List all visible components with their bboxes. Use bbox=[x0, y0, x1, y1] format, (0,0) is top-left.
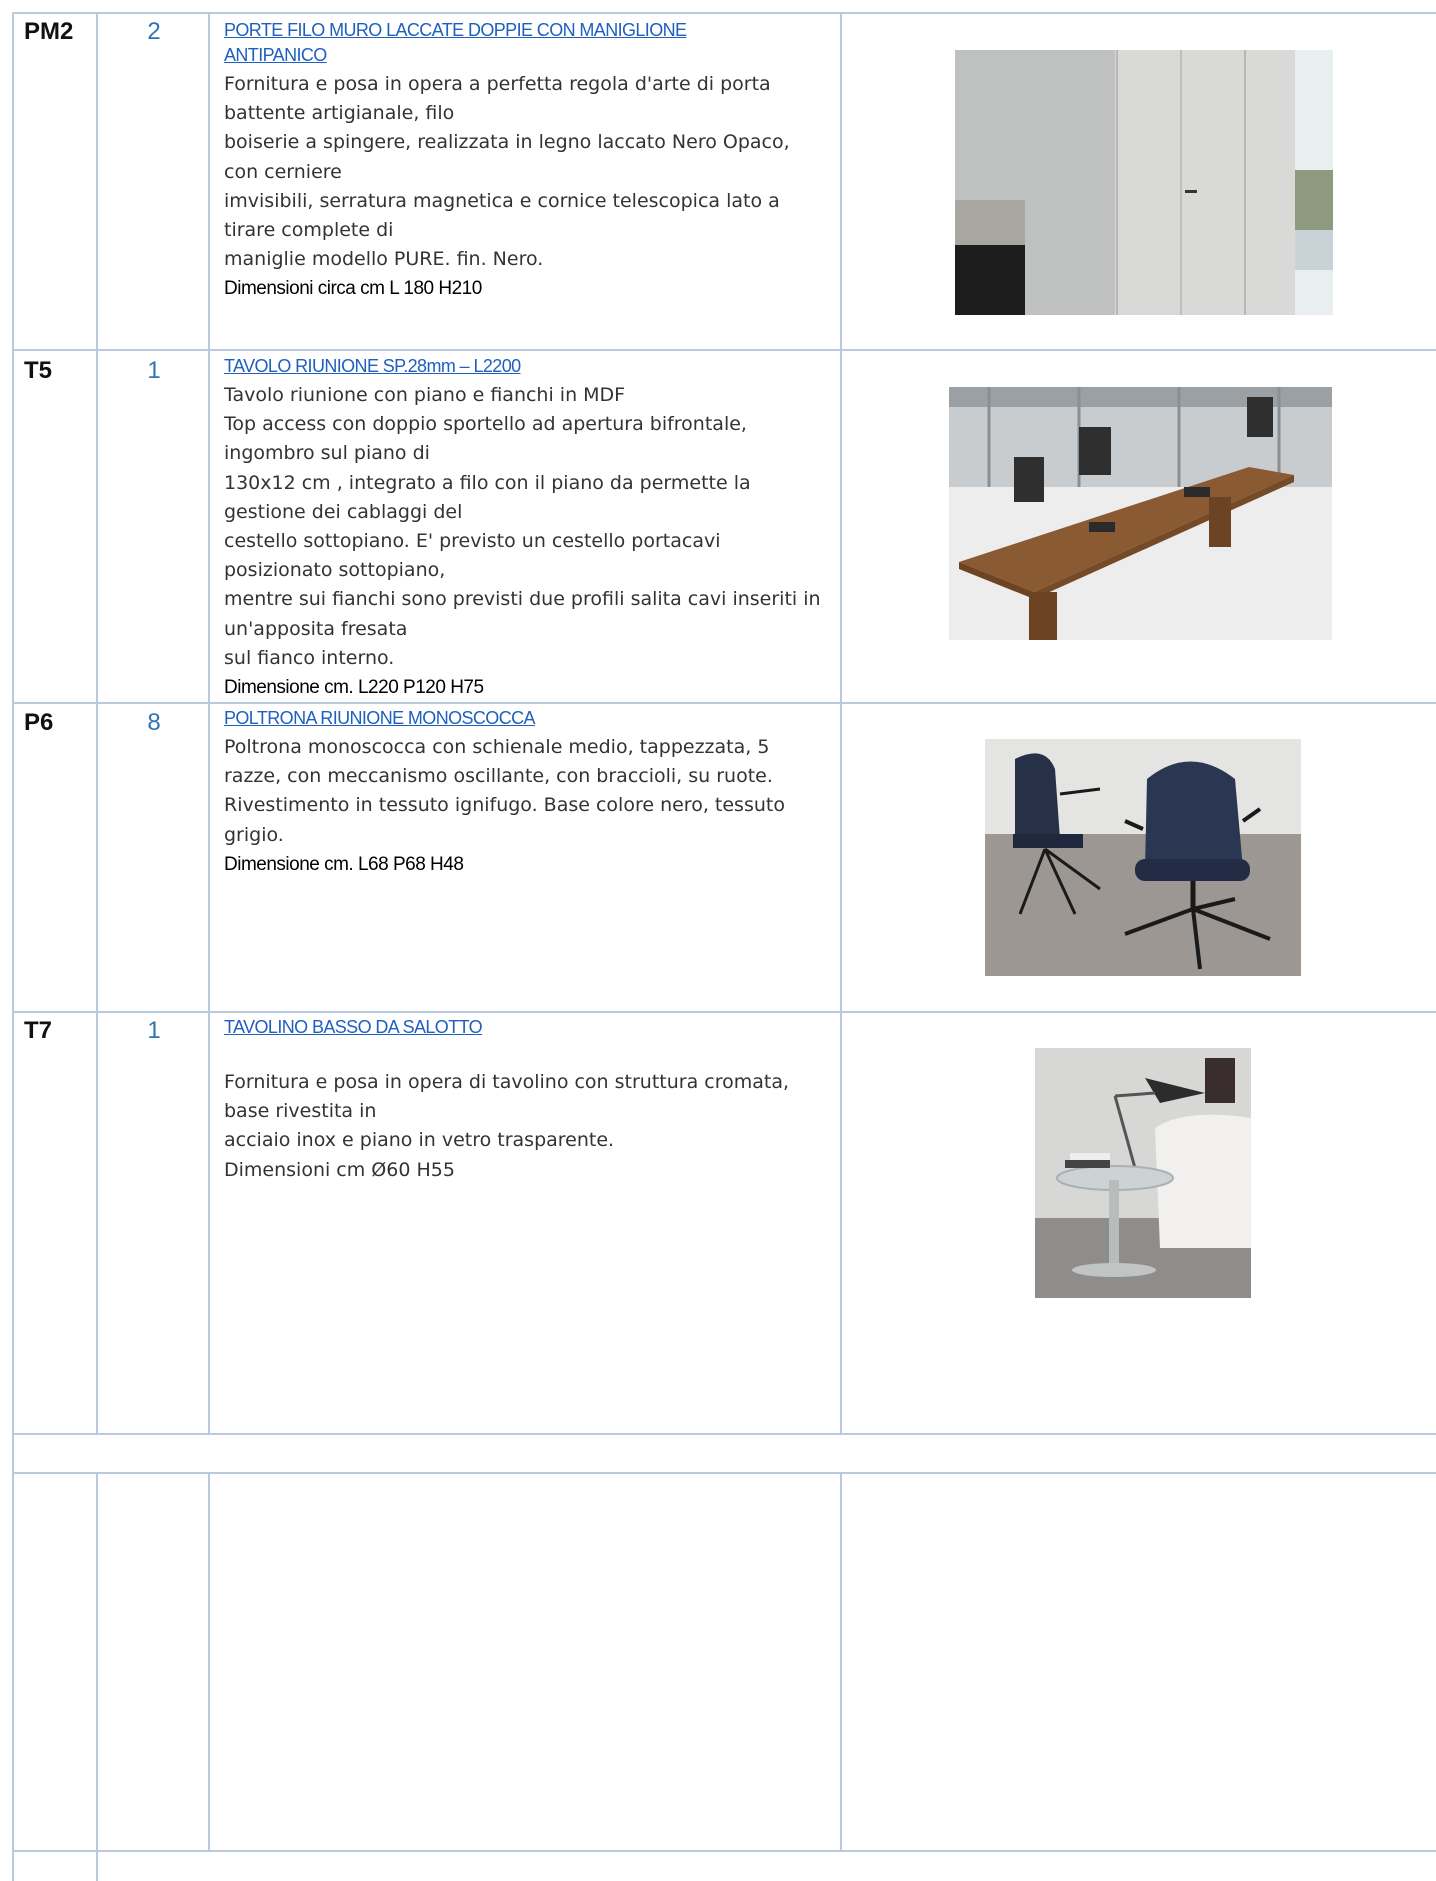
dimension-line: Dimensione cm. L220 P120 H75 bbox=[224, 677, 484, 699]
dimension-line: Dimensioni circa cm L 180 H210 bbox=[224, 278, 482, 300]
description-line: Tavolo riunione con piano e fianchi in MDF bbox=[224, 384, 626, 406]
coffee-table-photo bbox=[1035, 1048, 1251, 1298]
item-description bbox=[224, 1013, 824, 1185]
dimension-line: Dimensione cm. L68 P68 H48 bbox=[224, 853, 464, 875]
description-line: grigio. bbox=[224, 823, 284, 846]
blank-line bbox=[224, 1042, 824, 1068]
item-description bbox=[224, 704, 824, 879]
description-line: acciaio inox e piano in vetro trasparente. bbox=[224, 1129, 615, 1152]
description-line: Dimensioni cm Ø60 H55 bbox=[224, 1158, 455, 1181]
row-divider bbox=[12, 1433, 1436, 1435]
meeting-table-photo bbox=[949, 387, 1332, 640]
description-line: cestello sottopiano. E' previsto un cestello portacavi bbox=[224, 530, 721, 553]
row-divider bbox=[12, 12, 1436, 14]
column-divider bbox=[96, 1472, 98, 1881]
item-quantity: 1 bbox=[147, 357, 161, 384]
description-line: tirare complete di bbox=[224, 219, 394, 242]
column-divider bbox=[12, 12, 14, 1881]
description-line: sul fianco interno. bbox=[224, 646, 395, 669]
description-line: Rivestimento in tessuto ignifugo. Base colore nero, tessuto bbox=[224, 794, 785, 817]
description-line: Top access con doppio sportello ad apertura bifrontale, bbox=[224, 413, 747, 436]
description-line: gestione dei cablaggi del bbox=[224, 500, 463, 523]
item-title-link[interactable]: TAVOLO RIUNIONE SP.28mm – L2200 bbox=[224, 356, 521, 376]
description-line: imvisibili, serratura magnetica e cornice telescopica lato a bbox=[224, 189, 780, 212]
column-divider bbox=[96, 12, 98, 1434]
column-divider bbox=[208, 1472, 210, 1851]
item-title-link[interactable]: PORTE FILO MURO LACCATE DOPPIE CON MANIGLIONE bbox=[224, 20, 687, 40]
description-line: un'apposita fresata bbox=[224, 617, 408, 640]
description-line: con cerniere bbox=[224, 160, 342, 183]
description-line: boiserie a spingere, realizzata in legno laccato Nero Opaco, bbox=[224, 131, 790, 154]
item-title-link[interactable]: ANTIPANICO bbox=[224, 45, 327, 65]
column-divider bbox=[208, 12, 210, 1434]
description-line: Poltrona monoscocca con schienale medio, tappezzata, 5 bbox=[224, 736, 770, 758]
description-line: Fornitura e posa in opera di tavolino con struttura cromata, bbox=[224, 1071, 790, 1093]
row-divider bbox=[12, 1850, 1436, 1852]
description-line: maniglie modello PURE. fin. Nero. bbox=[224, 248, 544, 271]
description-line: battente artigianale, filo bbox=[224, 102, 455, 125]
item-code: P6 bbox=[24, 709, 54, 736]
row-divider bbox=[12, 349, 1436, 351]
column-divider bbox=[840, 12, 842, 1434]
item-description bbox=[224, 352, 824, 702]
meeting-chairs-photo bbox=[985, 739, 1301, 976]
description-line: razze, con meccanismo oscillante, con braccioli, su ruote. bbox=[224, 765, 773, 788]
row-divider bbox=[12, 1472, 1436, 1474]
item-code: T7 bbox=[24, 1017, 53, 1044]
description-line: posizionato sottopiano, bbox=[224, 559, 446, 582]
item-code: PM2 bbox=[24, 18, 74, 45]
item-code: T5 bbox=[24, 357, 53, 384]
description-line: Fornitura e posa in opera a perfetta regola d'arte di porta bbox=[224, 73, 771, 95]
item-quantity: 2 bbox=[147, 18, 161, 45]
column-divider bbox=[840, 1472, 842, 1851]
description-line: base rivestita in bbox=[224, 1100, 377, 1123]
item-quantity: 8 bbox=[147, 709, 161, 736]
description-line: ingombro sul piano di bbox=[224, 442, 430, 465]
item-title-link[interactable]: TAVOLINO BASSO DA SALOTTO bbox=[224, 1017, 483, 1037]
item-title-link[interactable]: POLTRONA RIUNIONE MONOSCOCCA bbox=[224, 708, 535, 728]
description-line: mentre sui fianchi sono previsti due profili salita cavi inseriti in bbox=[224, 588, 821, 611]
flush-double-door-photo bbox=[955, 50, 1333, 315]
description-line: 130x12 cm , integrato a filo con il piano da permette la bbox=[224, 471, 751, 494]
item-description bbox=[224, 16, 824, 304]
item-quantity: 1 bbox=[147, 1017, 161, 1044]
